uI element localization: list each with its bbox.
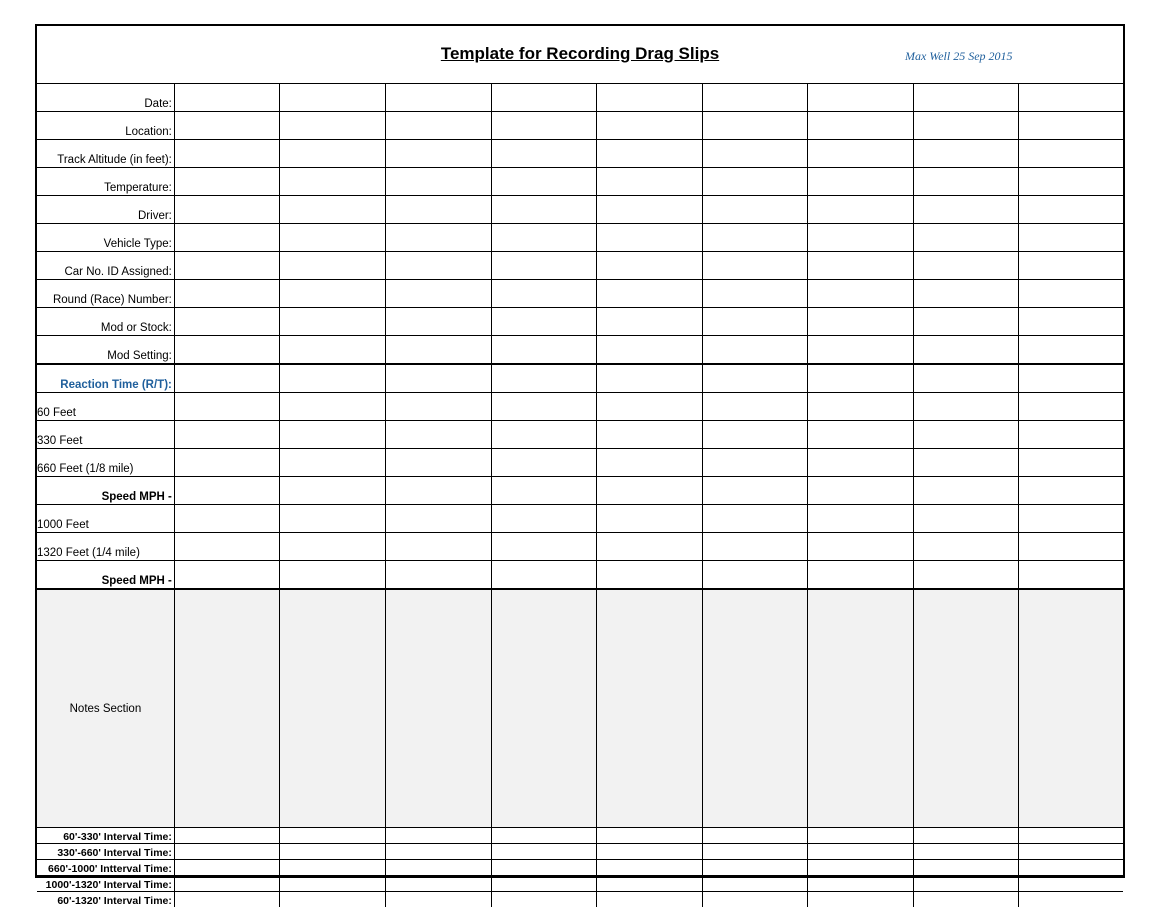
entry-cell[interactable] (491, 168, 597, 196)
drag-slip-table (37, 84, 1123, 907)
entry-cell[interactable] (702, 892, 808, 907)
entry-cell[interactable] (597, 589, 703, 828)
row-interval-60-330 (37, 828, 1123, 844)
row-label: 660 Feet (1/8 mile) (37, 449, 174, 477)
entry-cell[interactable] (280, 860, 386, 876)
entry-cell[interactable] (491, 533, 597, 561)
entry-cell[interactable] (386, 477, 492, 505)
entry-cell[interactable] (808, 393, 914, 421)
entry-cell[interactable] (913, 477, 1019, 505)
row-track-altitude (37, 140, 1123, 168)
row-1320-feet (37, 533, 1123, 561)
row-330-feet (37, 421, 1123, 449)
entry-cell[interactable] (386, 308, 492, 336)
entry-cell[interactable] (597, 844, 703, 860)
entry-cell[interactable] (702, 168, 808, 196)
entry-cell[interactable] (280, 168, 386, 196)
entry-cell[interactable] (386, 844, 492, 860)
row-label: 60'-1320' Interval Time: (37, 892, 174, 907)
entry-cell[interactable] (386, 533, 492, 561)
entry-cell[interactable] (913, 364, 1019, 393)
entry-cell[interactable] (491, 876, 597, 892)
entry-cell[interactable] (280, 84, 386, 112)
row-vehicle-type (37, 224, 1123, 252)
entry-cell[interactable] (597, 876, 703, 892)
entry-cell[interactable] (913, 533, 1019, 561)
entry-cell[interactable] (491, 84, 597, 112)
entry-cell[interactable] (808, 589, 914, 828)
entry-cell[interactable] (491, 196, 597, 224)
entry-cell[interactable] (386, 561, 492, 590)
entry-cell[interactable] (597, 533, 703, 561)
entry-cell[interactable] (386, 112, 492, 140)
entry-cell[interactable] (491, 364, 597, 393)
entry-cell[interactable] (280, 892, 386, 907)
entry-cell[interactable] (491, 252, 597, 280)
entry-cell[interactable] (491, 421, 597, 449)
entry-cell[interactable] (702, 393, 808, 421)
row-label: Date: (37, 84, 174, 112)
row-660-feet (37, 449, 1123, 477)
entry-cell[interactable] (174, 533, 280, 561)
entry-cell[interactable] (280, 336, 386, 365)
entry-cell[interactable] (386, 336, 492, 365)
sheet-title: Template for Recording Drag Slips (37, 44, 1123, 64)
entry-cell[interactable] (808, 533, 914, 561)
entry-cell[interactable] (913, 876, 1019, 892)
row-car-no (37, 252, 1123, 280)
entry-cell[interactable] (280, 533, 386, 561)
entry-cell[interactable] (386, 876, 492, 892)
entry-cell[interactable] (913, 112, 1019, 140)
row-label: 330'-660' Interval Time: (37, 844, 174, 860)
entry-cell[interactable] (386, 224, 492, 252)
entry-cell[interactable] (386, 196, 492, 224)
entry-cell[interactable] (808, 860, 914, 876)
entry-cell[interactable] (174, 308, 280, 336)
entry-cell[interactable] (913, 168, 1019, 196)
entry-cell[interactable] (386, 168, 492, 196)
entry-cell[interactable] (808, 252, 914, 280)
entry-cell[interactable] (913, 224, 1019, 252)
row-temperature (37, 168, 1123, 196)
entry-cell[interactable] (913, 892, 1019, 907)
entry-cell[interactable] (174, 561, 280, 590)
entry-cell[interactable] (1019, 505, 1123, 533)
entry-cell[interactable] (491, 449, 597, 477)
entry-cell[interactable] (913, 140, 1019, 168)
entry-cell[interactable] (1019, 336, 1123, 365)
entry-cell[interactable] (702, 477, 808, 505)
entry-cell[interactable] (702, 589, 808, 828)
entry-cell[interactable] (386, 892, 492, 907)
entry-cell[interactable] (1019, 364, 1123, 393)
entry-cell[interactable] (597, 828, 703, 844)
entry-cell[interactable] (808, 336, 914, 365)
entry-cell[interactable] (913, 336, 1019, 365)
entry-cell[interactable] (280, 561, 386, 590)
entry-cell[interactable] (386, 589, 492, 828)
entry-cell[interactable] (1019, 280, 1123, 308)
row-date (37, 84, 1123, 112)
entry-cell[interactable] (1019, 196, 1123, 224)
drag-slip-sheet (35, 24, 1125, 878)
entry-cell[interactable] (1019, 421, 1123, 449)
entry-cell[interactable] (1019, 892, 1123, 907)
row-label: 60 Feet (37, 393, 174, 421)
row-label: Mod Setting: (37, 336, 174, 365)
entry-cell[interactable] (280, 252, 386, 280)
entry-cell[interactable] (386, 364, 492, 393)
entry-cell[interactable] (913, 860, 1019, 876)
entry-cell[interactable] (1019, 393, 1123, 421)
row-label: Track Altitude (in feet): (37, 140, 174, 168)
entry-cell[interactable] (1019, 589, 1123, 828)
entry-cell[interactable] (280, 421, 386, 449)
entry-cell[interactable] (1019, 860, 1123, 876)
entry-cell[interactable] (913, 449, 1019, 477)
entry-cell[interactable] (913, 421, 1019, 449)
row-label: Car No. ID Assigned: (37, 252, 174, 280)
entry-cell[interactable] (913, 196, 1019, 224)
row-speed-1 (37, 477, 1123, 505)
entry-cell[interactable] (491, 112, 597, 140)
entry-cell[interactable] (174, 393, 280, 421)
entry-cell[interactable] (702, 336, 808, 365)
row-notes (37, 589, 1123, 828)
entry-cell[interactable] (808, 828, 914, 844)
row-label: Round (Race) Number: (37, 280, 174, 308)
entry-cell[interactable] (1019, 477, 1123, 505)
entry-cell[interactable] (702, 876, 808, 892)
entry-cell[interactable] (1019, 844, 1123, 860)
entry-cell[interactable] (702, 860, 808, 876)
entry-cell[interactable] (597, 224, 703, 252)
entry-cell[interactable] (174, 224, 280, 252)
entry-cell[interactable] (702, 844, 808, 860)
row-interval-60-1320 (37, 892, 1123, 907)
entry-cell[interactable] (597, 84, 703, 112)
row-speed-2 (37, 561, 1123, 590)
entry-cell[interactable] (808, 477, 914, 505)
entry-cell[interactable] (491, 308, 597, 336)
entry-cell[interactable] (174, 140, 280, 168)
entry-cell[interactable] (280, 449, 386, 477)
entry-cell[interactable] (386, 280, 492, 308)
row-location (37, 112, 1123, 140)
entry-cell[interactable] (808, 876, 914, 892)
entry-cell[interactable] (174, 589, 280, 828)
entry-cell[interactable] (280, 477, 386, 505)
row-reaction-time (37, 364, 1123, 393)
entry-cell[interactable] (386, 84, 492, 112)
entry-cell[interactable] (386, 449, 492, 477)
row-driver (37, 196, 1123, 224)
entry-cell[interactable] (597, 140, 703, 168)
entry-cell[interactable] (280, 393, 386, 421)
entry-cell[interactable] (174, 828, 280, 844)
entry-cell[interactable] (386, 421, 492, 449)
entry-cell[interactable] (280, 844, 386, 860)
entry-cell[interactable] (702, 140, 808, 168)
entry-cell[interactable] (174, 84, 280, 112)
entry-cell[interactable] (702, 112, 808, 140)
entry-cell[interactable] (808, 140, 914, 168)
entry-cell[interactable] (491, 477, 597, 505)
entry-cell[interactable] (702, 561, 808, 590)
entry-cell[interactable] (386, 828, 492, 844)
entry-cell[interactable] (913, 280, 1019, 308)
entry-cell[interactable] (491, 561, 597, 590)
entry-cell[interactable] (1019, 112, 1123, 140)
entry-cell[interactable] (597, 421, 703, 449)
entry-cell[interactable] (808, 364, 914, 393)
entry-cell[interactable] (280, 505, 386, 533)
row-label: Vehicle Type: (37, 224, 174, 252)
entry-cell[interactable] (913, 252, 1019, 280)
entry-cell[interactable] (174, 336, 280, 365)
entry-cell[interactable] (280, 224, 386, 252)
row-label: 1320 Feet (1/4 mile) (37, 533, 174, 561)
entry-cell[interactable] (280, 196, 386, 224)
row-label: Mod or Stock: (37, 308, 174, 336)
row-label: 330 Feet (37, 421, 174, 449)
entry-cell[interactable] (808, 308, 914, 336)
entry-cell[interactable] (491, 828, 597, 844)
entry-cell[interactable] (280, 876, 386, 892)
entry-cell[interactable] (913, 84, 1019, 112)
entry-cell[interactable] (174, 196, 280, 224)
entry-cell[interactable] (702, 280, 808, 308)
entry-cell[interactable] (491, 860, 597, 876)
entry-cell[interactable] (808, 421, 914, 449)
entry-cell[interactable] (1019, 533, 1123, 561)
entry-cell[interactable] (597, 449, 703, 477)
row-label: Notes Section (37, 589, 174, 828)
row-round-number (37, 280, 1123, 308)
row-label: Driver: (37, 196, 174, 224)
entry-cell[interactable] (1019, 828, 1123, 844)
entry-cell[interactable] (280, 308, 386, 336)
entry-cell[interactable] (597, 112, 703, 140)
entry-cell[interactable] (174, 112, 280, 140)
row-label: Temperature: (37, 168, 174, 196)
row-60-feet (37, 393, 1123, 421)
entry-cell[interactable] (913, 505, 1019, 533)
entry-cell[interactable] (174, 252, 280, 280)
entry-cell[interactable] (913, 561, 1019, 590)
entry-cell[interactable] (386, 393, 492, 421)
row-label: Speed MPH - (37, 561, 174, 590)
row-label: Location: (37, 112, 174, 140)
entry-cell[interactable] (808, 844, 914, 860)
entry-cell[interactable] (597, 892, 703, 907)
entry-cell[interactable] (174, 477, 280, 505)
entry-cell[interactable] (174, 364, 280, 393)
entry-cell[interactable] (174, 505, 280, 533)
entry-cell[interactable] (808, 561, 914, 590)
entry-cell[interactable] (174, 280, 280, 308)
entry-cell[interactable] (386, 505, 492, 533)
entry-cell[interactable] (702, 828, 808, 844)
entry-cell[interactable] (702, 84, 808, 112)
row-label: Speed MPH - (37, 477, 174, 505)
entry-cell[interactable] (491, 892, 597, 907)
entry-cell[interactable] (597, 252, 703, 280)
entry-cell[interactable] (597, 477, 703, 505)
entry-cell[interactable] (808, 196, 914, 224)
entry-cell[interactable] (386, 140, 492, 168)
entry-cell[interactable] (280, 828, 386, 844)
entry-cell[interactable] (491, 505, 597, 533)
entry-cell[interactable] (174, 892, 280, 907)
entry-cell[interactable] (597, 196, 703, 224)
entry-cell[interactable] (702, 224, 808, 252)
entry-cell[interactable] (174, 449, 280, 477)
entry-cell[interactable] (174, 421, 280, 449)
entry-cell[interactable] (702, 505, 808, 533)
entry-cell[interactable] (597, 505, 703, 533)
row-label: 60'-330' Interval Time: (37, 828, 174, 844)
entry-cell[interactable] (702, 252, 808, 280)
entry-cell[interactable] (808, 892, 914, 907)
entry-cell[interactable] (1019, 84, 1123, 112)
entry-cell[interactable] (597, 280, 703, 308)
entry-cell[interactable] (808, 280, 914, 308)
entry-cell[interactable] (913, 828, 1019, 844)
sheet-header (37, 26, 1123, 84)
entry-cell[interactable] (491, 224, 597, 252)
entry-cell[interactable] (491, 336, 597, 365)
entry-cell[interactable] (1019, 561, 1123, 590)
entry-cell[interactable] (597, 168, 703, 196)
entry-cell[interactable] (597, 364, 703, 393)
row-mod-or-stock (37, 308, 1123, 336)
row-label: 1000'-1320' Interval Time: (37, 876, 174, 892)
entry-cell[interactable] (702, 364, 808, 393)
entry-cell[interactable] (174, 168, 280, 196)
row-interval-1000-1320 (37, 876, 1123, 892)
entry-cell[interactable] (280, 112, 386, 140)
row-1000-feet (37, 505, 1123, 533)
entry-cell[interactable] (386, 252, 492, 280)
entry-cell[interactable] (597, 308, 703, 336)
entry-cell[interactable] (386, 860, 492, 876)
entry-cell[interactable] (808, 168, 914, 196)
entry-cell[interactable] (280, 140, 386, 168)
row-mod-setting (37, 336, 1123, 365)
entry-cell[interactable] (491, 844, 597, 860)
entry-cell[interactable] (913, 589, 1019, 828)
entry-cell[interactable] (702, 308, 808, 336)
entry-cell[interactable] (597, 336, 703, 365)
entry-cell[interactable] (913, 308, 1019, 336)
entry-cell[interactable] (491, 589, 597, 828)
entry-cell[interactable] (597, 561, 703, 590)
entry-cell[interactable] (174, 860, 280, 876)
entry-cell[interactable] (808, 112, 914, 140)
entry-cell[interactable] (808, 449, 914, 477)
row-label: 1000 Feet (37, 505, 174, 533)
entry-cell[interactable] (808, 224, 914, 252)
row-label: Reaction Time (R/T): (37, 364, 174, 393)
entry-cell[interactable] (597, 860, 703, 876)
entry-cell[interactable] (491, 393, 597, 421)
entry-cell[interactable] (1019, 168, 1123, 196)
entry-cell[interactable] (174, 844, 280, 860)
entry-cell[interactable] (702, 421, 808, 449)
entry-cell[interactable] (597, 393, 703, 421)
row-label: 660'-1000' Intterval Time: (37, 860, 174, 876)
entry-cell[interactable] (702, 533, 808, 561)
entry-cell[interactable] (1019, 140, 1123, 168)
entry-cell[interactable] (280, 280, 386, 308)
author-note: Max Well 25 Sep 2015 (905, 49, 1013, 64)
entry-cell[interactable] (702, 196, 808, 224)
entry-cell[interactable] (808, 505, 914, 533)
entry-cell[interactable] (1019, 876, 1123, 892)
entry-cell[interactable] (174, 876, 280, 892)
entry-cell[interactable] (280, 364, 386, 393)
entry-cell[interactable] (1019, 449, 1123, 477)
entry-cell[interactable] (808, 84, 914, 112)
entry-cell[interactable] (491, 140, 597, 168)
entry-cell[interactable] (491, 280, 597, 308)
entry-cell[interactable] (702, 449, 808, 477)
entry-cell[interactable] (1019, 308, 1123, 336)
row-interval-660-1000 (37, 860, 1123, 876)
entry-cell[interactable] (280, 589, 386, 828)
entry-cell[interactable] (913, 844, 1019, 860)
entry-cell[interactable] (1019, 252, 1123, 280)
entry-cell[interactable] (913, 393, 1019, 421)
entry-cell[interactable] (1019, 224, 1123, 252)
row-interval-330-660 (37, 844, 1123, 860)
